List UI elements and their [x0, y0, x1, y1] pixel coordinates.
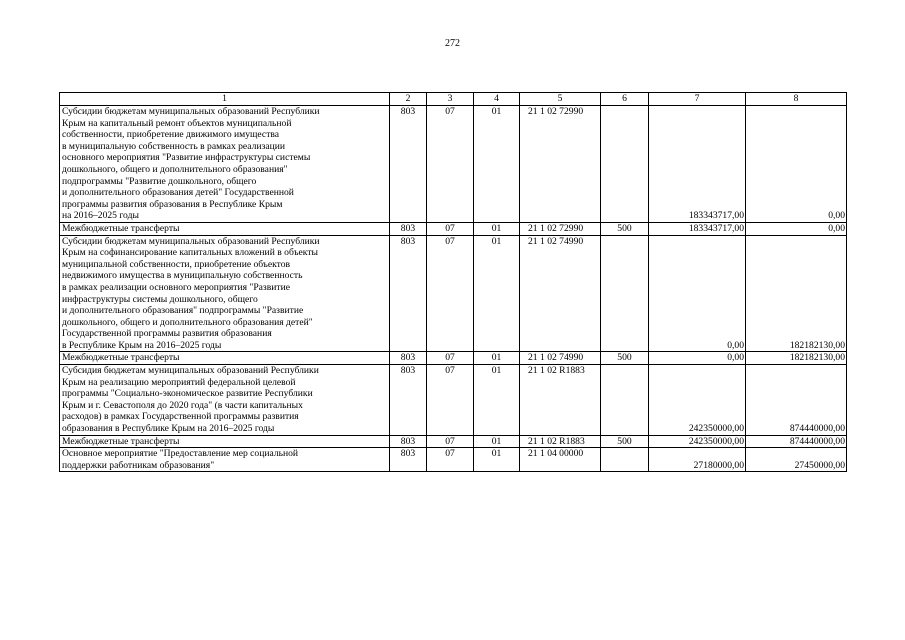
cell-section: 07: [427, 106, 474, 223]
cell-ministry-code: 803: [390, 352, 427, 365]
column-header: 3: [427, 93, 474, 106]
cell-expense-type: [601, 448, 649, 472]
row-description: Основное мероприятие "Предоставление мер социальной поддержки работникам образования": [60, 448, 390, 472]
cell-expense-type: 500: [601, 352, 649, 365]
table-row: [60, 365, 847, 436]
table-row: [60, 235, 847, 352]
cell-expense-type: [601, 106, 649, 223]
cell-section: 07: [427, 435, 474, 448]
cell-amount-year2: 874440000,00: [746, 435, 847, 448]
row-description: Межбюджетные трансферты: [60, 222, 390, 235]
cell-subsection: 01: [474, 448, 520, 472]
cell-amount-year2: 874440000,00: [746, 365, 847, 436]
cell-section: 07: [427, 222, 474, 235]
cell-amount-year1: 183343717,00: [649, 222, 746, 235]
cell-ministry-code: 803: [390, 222, 427, 235]
cell-subsection: 01: [474, 235, 520, 352]
cell-amount-year1: 242350000,00: [649, 365, 746, 436]
cell-ministry-code: 803: [390, 235, 427, 352]
cell-amount-year2: 0,00: [746, 222, 847, 235]
cell-amount-year2: 27450000,00: [746, 448, 847, 472]
cell-section: 07: [427, 352, 474, 365]
cell-subsection: 01: [474, 435, 520, 448]
column-header: 4: [474, 93, 520, 106]
cell-amount-year1: 0,00: [649, 352, 746, 365]
column-header: 8: [746, 93, 847, 106]
row-description: Субсидии бюджетам муниципальных образований Республики Крым на капитальный ремонт объектов муниципальной собственности, приобретение движимого имущества в муниципальную собственность в рамках реализации основного мероприятия "Развитие инфраструктуры системы дошкольного, общего и дополнительного образования" подпрограммы "Развитие дошкольного, общего и дополнительного образования детей" Государственной программы развития образования в Республике Крым на 2016–2025 годы: [60, 106, 390, 223]
cell-section: 07: [427, 448, 474, 472]
row-description: Межбюджетные трансферты: [60, 435, 390, 448]
cell-target-article: 21 1 02 R1883: [520, 435, 601, 448]
cell-target-article: 21 1 02 72990: [520, 106, 601, 223]
cell-subsection: 01: [474, 222, 520, 235]
table-row: [60, 448, 847, 472]
cell-amount-year1: 183343717,00: [649, 106, 746, 223]
column-header: 7: [649, 93, 746, 106]
column-header: 1: [60, 93, 390, 106]
cell-expense-type: [601, 365, 649, 436]
cell-target-article: 21 1 02 72990: [520, 222, 601, 235]
cell-expense-type: [601, 235, 649, 352]
cell-target-article: 21 1 02 74990: [520, 235, 601, 352]
table-row: [60, 222, 847, 235]
cell-ministry-code: 803: [390, 106, 427, 223]
cell-amount-year2: 182182130,00: [746, 352, 847, 365]
column-header: 6: [601, 93, 649, 106]
cell-subsection: 01: [474, 106, 520, 223]
cell-amount-year1: 0,00: [649, 235, 746, 352]
cell-subsection: 01: [474, 365, 520, 436]
cell-amount-year1: 242350000,00: [649, 435, 746, 448]
row-description: Субсидии бюджетам муниципальных образований Республики Крым на софинансирование капитальных вложений в объекты муниципальной собственности, приобретение объектов недвижимого имущества в муниципальную собственность в рамках реализации основного мероприятия "Развитие инфраструктуры системы дошкольного, общего и дополнительного образования" подпрограммы "Развитие дошкольного, общего и дополнительного образования детей" Государственной программы развития образования в Республике Крым на 2016–2025 годы: [60, 235, 390, 352]
cell-expense-type: 500: [601, 222, 649, 235]
table-row: [60, 435, 847, 448]
cell-target-article: 21 1 02 R1883: [520, 365, 601, 436]
table-row: [60, 106, 847, 223]
cell-section: 07: [427, 365, 474, 436]
column-header: 2: [390, 93, 427, 106]
row-description: Межбюджетные трансферты: [60, 352, 390, 365]
table-header-row: [60, 93, 847, 106]
row-description: Субсидия бюджетам муниципальных образований Республики Крым на реализацию мероприятий федеральной целевой программы "Социально-экономическое развитие Республики Крым и г. Севастополя до 2020 года" (в части капитальных расходов) в рамках Государственной программы развития образования в Республике Крым на 2016–2025 годы: [60, 365, 390, 436]
column-header: 5: [520, 93, 601, 106]
cell-ministry-code: 803: [390, 365, 427, 436]
cell-subsection: 01: [474, 352, 520, 365]
cell-amount-year2: 0,00: [746, 106, 847, 223]
cell-ministry-code: 803: [390, 448, 427, 472]
cell-ministry-code: 803: [390, 435, 427, 448]
cell-target-article: 21 1 02 74990: [520, 352, 601, 365]
cell-target-article: 21 1 04 00000: [520, 448, 601, 472]
cell-amount-year2: 182182130,00: [746, 235, 847, 352]
budget-table: [59, 92, 847, 472]
cell-section: 07: [427, 235, 474, 352]
table-row: [60, 352, 847, 365]
cell-expense-type: 500: [601, 435, 649, 448]
page-number: 272: [445, 38, 460, 49]
cell-amount-year1: 27180000,00: [649, 448, 746, 472]
